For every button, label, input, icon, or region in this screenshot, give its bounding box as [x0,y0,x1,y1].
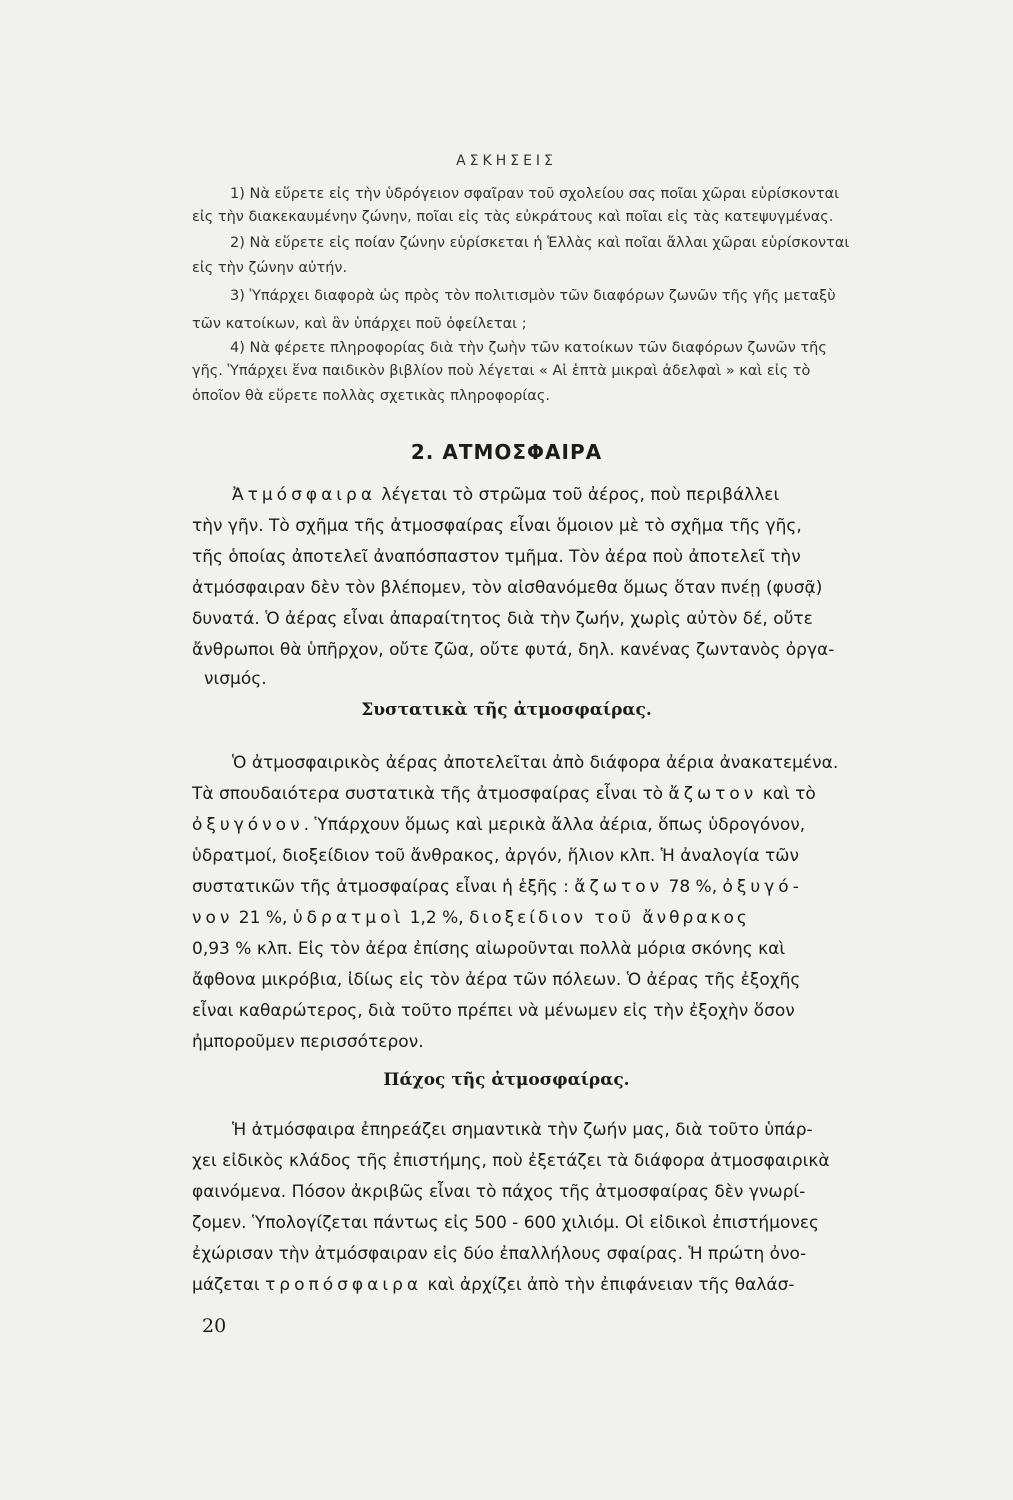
paragraph-line: Ὁ ἀτμοσφαιρικὸς ἀέρας ἀποτελεῖται ἀπὸ διάφορα ἀέρια ἀνακατεμένα. [232,753,839,773]
paragraph-line: ὑδρατμοί, διοξείδιον τοῦ ἄνθρακος, ἀργόν, ἥλιον κλπ. Ἡ ἀναλογία τῶν [192,846,799,866]
exercises-heading: ΑΣΚΗΣΕΙΣ [456,153,557,169]
section-title: 2. ΑΤΜΟΣΦΑΙΡΑ [410,440,603,464]
paragraph-line: νον 21 %, ὑδρατμοὶ 1,2 %, διοξείδιον τοῦ ἄνθρακος [192,908,750,928]
paragraph-line: εἶναι καθαρώτερος, διὰ τοῦτο πρέπει νὰ μένωμεν εἰς τὴν ἐξοχὴν ὅσον [192,1001,795,1021]
paragraph-line: Ἡ ἀτμόσφαιρα ἐπηρεάζει σημαντικὰ τὴν ζωήν μας, διὰ τοῦτο ὑπάρ- [232,1120,813,1140]
paragraph-line: δυνατά. Ὁ ἀέρας εἶναι ἀπαραίτητος διὰ τὴν ζωήν, χωρὶς αὐτὸν δέ, οὔτε [192,609,813,629]
paragraph-line: ἐχώρισαν τὴν ἀτμόσφαιραν εἰς δύο ἐπαλλήλους σφαίρας. Ἡ πρώτη ὀνο- [192,1244,807,1264]
subheading-thickness: Πάχος τῆς ἀτμοσφαίρας. [383,1070,630,1090]
paragraph-line: χει εἰδικὸς κλάδος τῆς ἐπιστήμης, ποὺ ἐξετάζει τὰ διάφορα ἀτμοσφαιρικὰ [192,1151,830,1171]
paragraph-line: ζομεν. Ὑπολογίζεται πάντως εἰς 500 - 600 χιλιόμ. Οἱ εἰδικοὶ ἐπιστήμονες [192,1213,820,1233]
term-atmosphere: Ἀτμόσφαιρα [232,485,377,505]
paragraph-line: τὴν γῆν. Τὸ σχῆμα τῆς ἀτμοσφαίρας εἶναι ὅμοιον μὲ τὸ σχῆμα τῆς γῆς, [192,516,802,536]
paragraph-line: Ἀτμόσφαιρα λέγεται τὸ στρῶμα τοῦ ἀέρος, ποὺ περιβάλλει [232,485,780,505]
exercise-line: εἰς τὴν διακεκαυμένην ζώνην, ποῖαι εἰς τὰς εὐκράτους καὶ ποῖαι εἰς τὰς κατεψυγμένας. [192,209,834,225]
paragraph-line: Τὰ σπουδαιότερα συστατικὰ τῆς ἀτμοσφαίρας εἶναι τὸ ἄζωτον καὶ τὸ [192,784,816,804]
exercise-line: 1) Νὰ εὕρετε εἰς τὴν ὑδρόγειον σφαῖραν τοῦ σχολείου σας ποῖαι χῶραι εὑρίσκονται [230,186,840,202]
paragraph-line: 0,93 % κλπ. Εἰς τὸν ἀέρα ἐπίσης αἰωροῦνται πολλὰ μόρια σκόνης καὶ [192,939,786,959]
exercise-line: ὁποῖον θὰ εὕρετε πολλὰς σχετικὰς πληροφορίας. [192,388,550,404]
paragraph-line: ἄνθρωποι θὰ ὑπῆρχον, οὔτε ζῶα, οὔτε φυτά, δηλ. κανένας ζωντανὸς ὀργα- [192,640,835,660]
paragraph-line: ἄφθονα μικρόβια, ἰδίως εἰς τὸν ἀέρα τῶν πόλεων. Ὁ ἀέρας τῆς ἐξοχῆς [192,970,801,990]
exercise-line: εἰς τὴν ζώνην αὐτήν. [192,260,348,276]
exercise-line: 4) Νὰ φέρετε πληροφορίας διὰ τὴν ζωὴν τῶν κατοίκων τῶν διαφόρων ζωνῶν τῆς [230,340,827,356]
exercise-line: 2) Νὰ εὕρετε εἰς ποίαν ζώνην εὑρίσκεται ἡ Ἑλλὰς καὶ ποῖαι ἄλλαι χῶραι εὑρίσκονται [230,235,850,251]
paragraph-line: μάζεται τροπόσφαιρα καὶ ἀρχίζει ἀπὸ τὴν ἐπιφάνειαν τῆς θαλάσ- [192,1275,795,1295]
exercise-line: τῶν κατοίκων, καὶ ἂν ὑπάρχει ποῦ ὀφείλεται ; [192,316,527,332]
paragraph-line: συστατικῶν τῆς ἀτμοσφαίρας εἶναι ἡ ἑξῆς : ἄζωτον 78 %, ὀξυγό- [192,877,803,897]
paragraph-line: ὀξυγόνον. Ὑπάρχουν ὅμως καὶ μερικὰ ἄλλα ἀέρια, ὅπως ὑδρογόνον, [192,815,806,835]
paragraph-line: νισμός. [204,669,267,689]
exercise-line: 3) Ὑπάρχει διαφορὰ ὡς πρὸς τὸν πολιτισμὸν τῶν διαφόρων ζωνῶν τῆς γῆς μεταξὺ [230,288,836,304]
page-number: 20 [202,1315,227,1337]
exercise-line: γῆς. Ὑπάρχει ἕνα παιδικὸν βιβλίον ποὺ λέγεται « Αἱ ἑπτὰ μικραὶ ἀδελφαὶ » καὶ εἰς τὸ [192,363,811,379]
paragraph-line: φαινόμενα. Πόσον ἀκριβῶς εἶναι τὸ πάχος τῆς ἀτμοσφαίρας δὲν γνωρί- [192,1182,806,1202]
paragraph-line: ἀτμόσφαιραν δὲν τὸν βλέπομεν, τὸν αἰσθανόμεθα ὅμως ὅταν πνέῃ (φυσᾷ) [192,578,823,598]
paragraph-line: ἠμποροῦμεν περισσότερον. [192,1032,424,1052]
subheading-components: Συστατικὰ τῆς ἀτμοσφαίρας. [361,700,652,720]
paragraph-line: τῆς ὁποίας ἀποτελεῖ ἀναπόσπαστον τμῆμα. Τὸν ἀέρα ποὺ ἀποτελεῖ τὴν [192,547,801,567]
